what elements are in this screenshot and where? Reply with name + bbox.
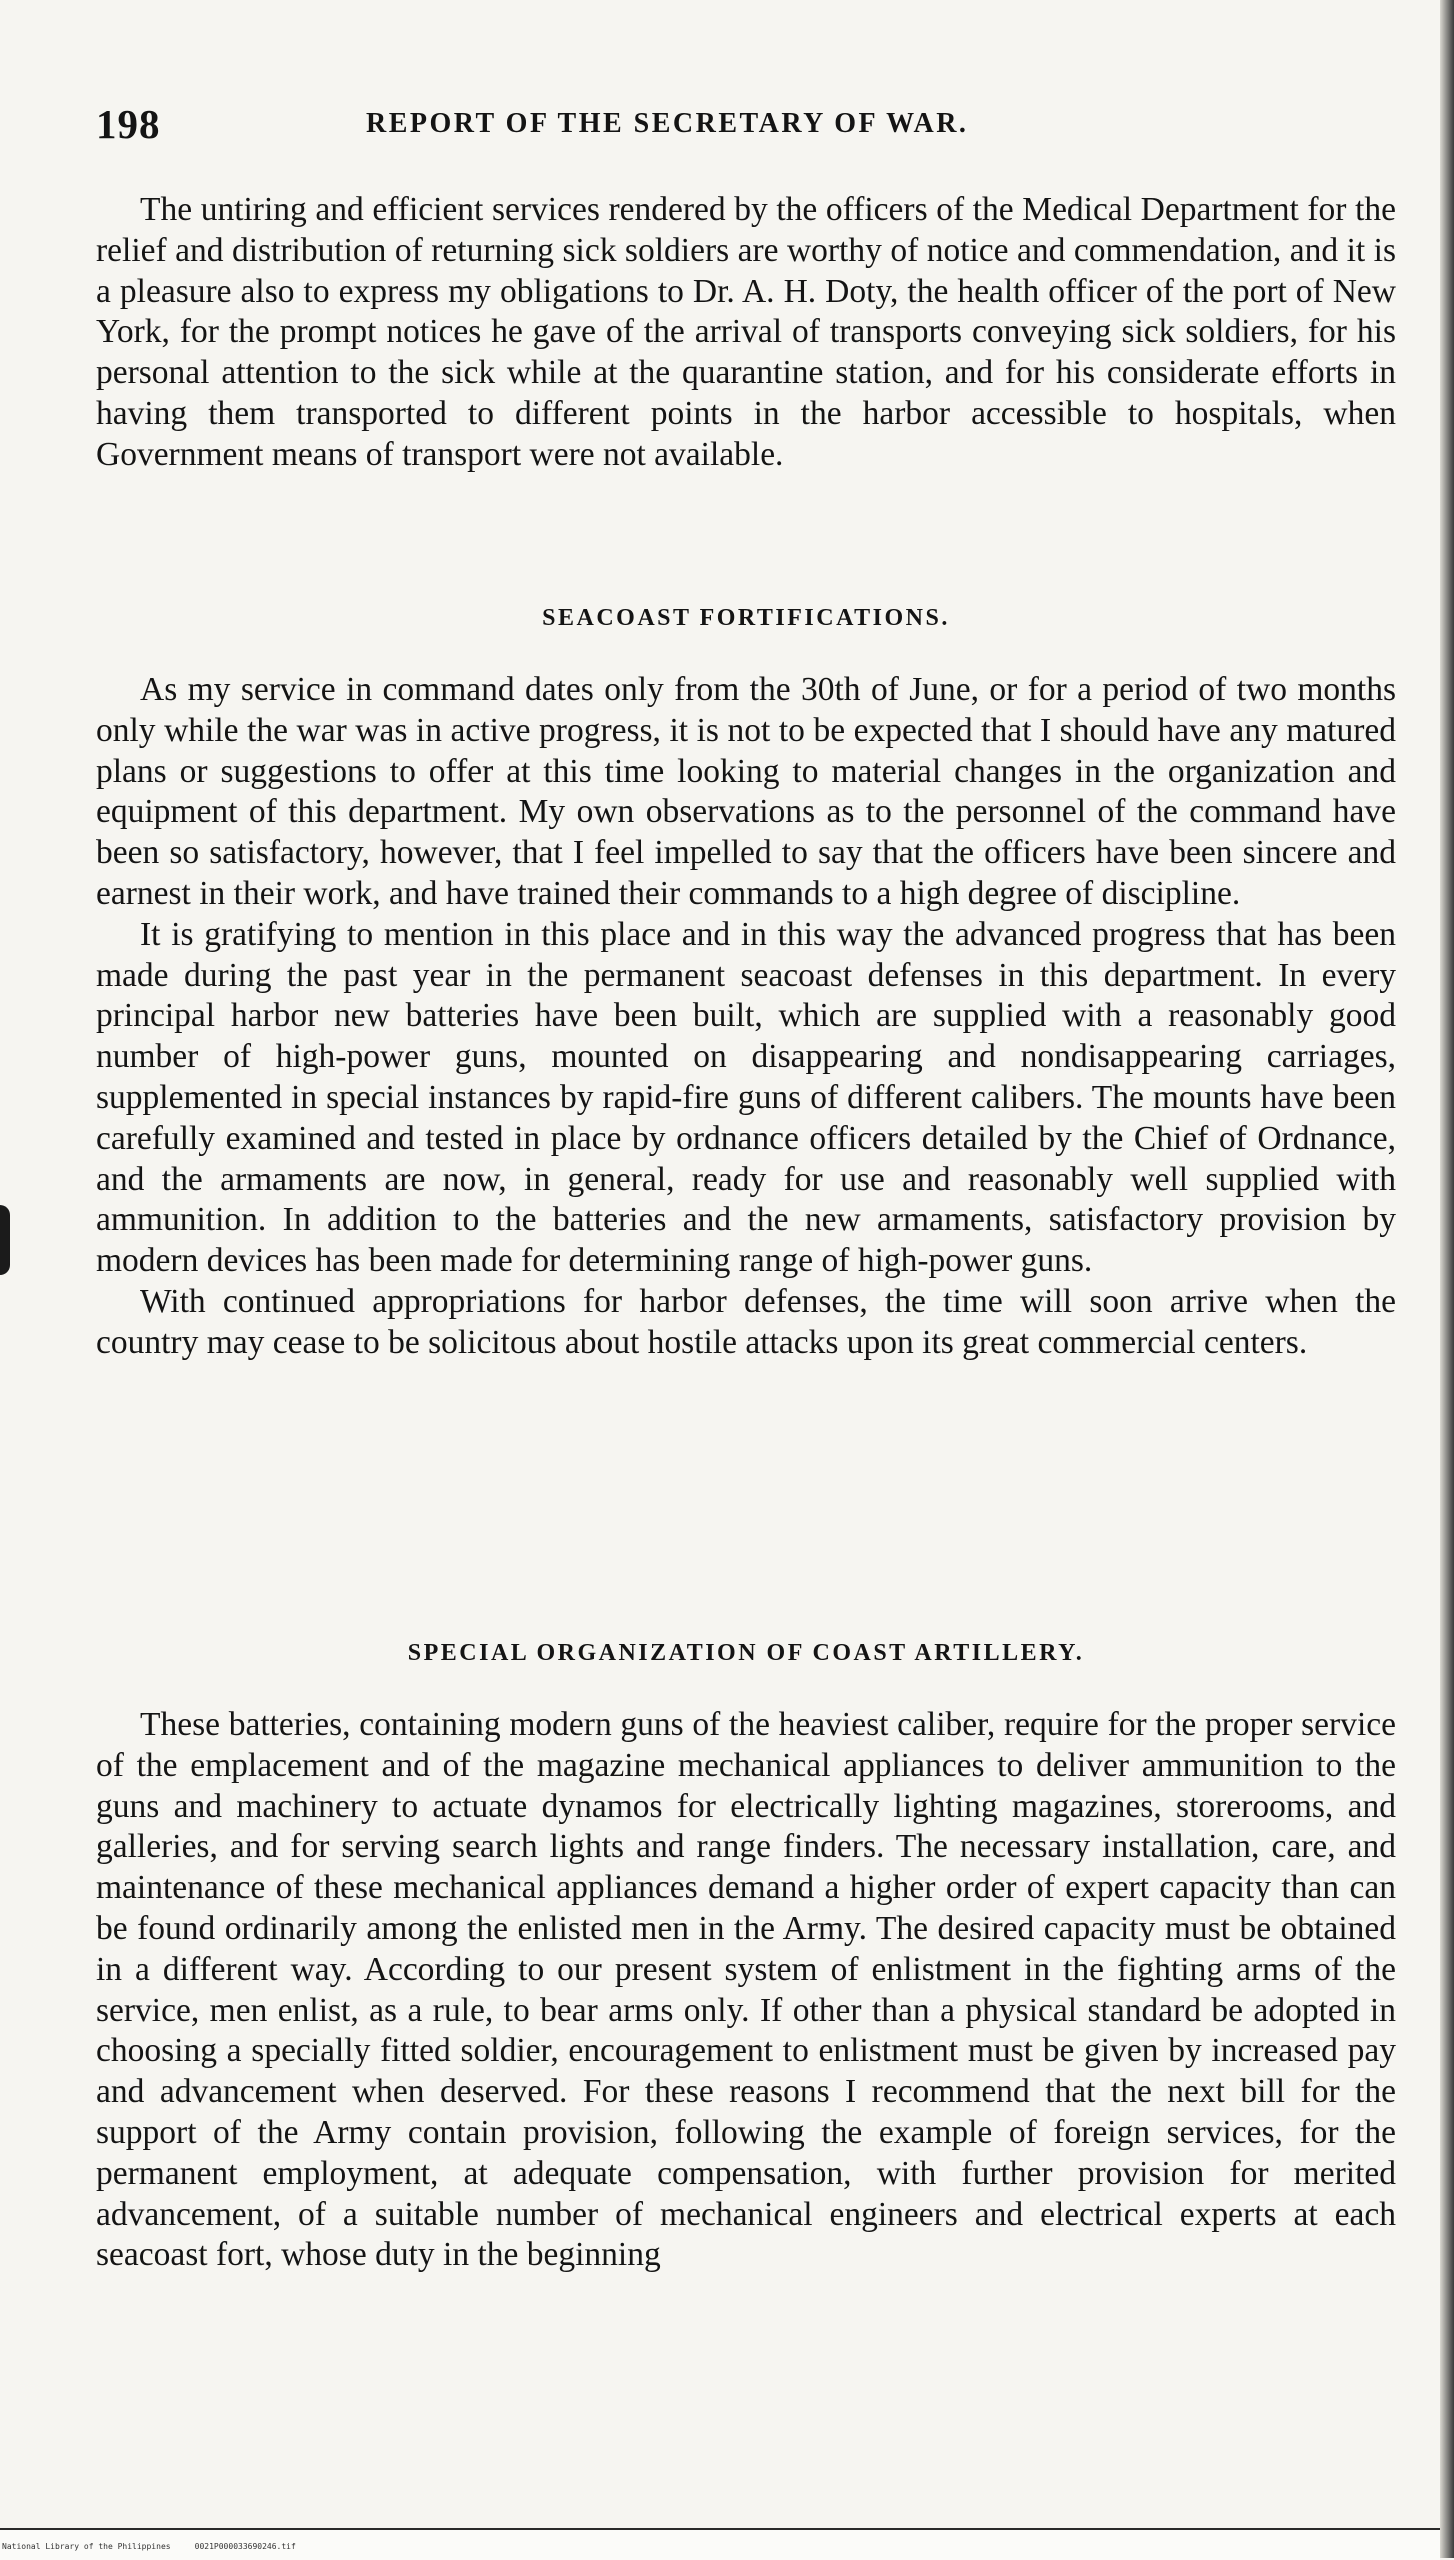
binding-mark bbox=[0, 1205, 10, 1275]
seacoast-fortifications-text-block bbox=[96, 670, 1396, 1364]
paragraph: With continued appropriations for harbor defenses, the time will soon arrive when the country may cease to be solicitous about hostile attacks upon its great commercial centers. bbox=[96, 1282, 1396, 1361]
special-organization-text-block bbox=[96, 1705, 1396, 2276]
page-header bbox=[96, 100, 1396, 160]
section-heading-seacoast-fortifications: SEACOAST FORTIFICATIONS. bbox=[542, 605, 950, 631]
paragraph: These batteries, containing modern guns of the heaviest caliber, require for the proper service of the emplacement and of the magazine mechanical appliances to deliver ammunition to the guns and machinery to actuate dynamos for electrically lighting magazines, storerooms, and galleries, and for serving search lights and range finders. The necessary installation, care, and maintenance of these mechanical appliances demand a higher order of expert capacity than can be found ordinarily among the enlisted men in the Army. The desired capacity must be obtained in a different way. According to our present system of enlistment in the fighting arms of the service, men enlist, as a rule, to bear arms only. If other than a physical standard be adopted in choosing a specially fitted soldier, encouragement to enlistment must be given by increased pay and advancement when deserved. For these reasons I recommend that the next bill for the support of the Army contain provision, following the example of foreign services, for the permanent employment, at adequate compensation, with further provision for merited advancement, of a suitable number of mechanical engineers and electrical experts at each seacoast fort, whose duty in the beginning bbox=[96, 1706, 1396, 2274]
paragraph: The untiring and efficient services rendered by the officers of the Medical Department for the relief and distribution of returning sick soldiers are worthy of notice and commendation, and it is a pleasure also to express my obligations to Dr. A. H. Doty, the health officer of the port of New York, for the prompt notices he gave of the arrival of transports conveying sick soldiers, for his personal attention to the sick while at the quarantine station, and for his considerate efforts in having them transported to different points in the harbor accessible to hospitals, when Government means of transport were not available. bbox=[96, 191, 1396, 473]
paragraph: As my service in command dates only from the 30th of June, or for a period of two months only while the war was in active progress, it is not to be expected that I should have any matured plans or suggestions to offer at this time looking to material changes in the organization and equipment of this department. My own observations as to the personnel of the command have been so satisfactory, however, that I feel impelled to say that the officers have been sincere and earnest in their work, and have trained their commands to a high degree of discipline. bbox=[96, 671, 1396, 912]
intro-text-block bbox=[96, 190, 1396, 476]
running-head: REPORT OF THE SECRETARY OF WAR. bbox=[366, 108, 969, 139]
section-heading-special-organization: SPECIAL ORGANIZATION OF COAST ARTILLERY. bbox=[407, 1640, 1085, 1666]
page-edge-shadow bbox=[1440, 0, 1454, 2558]
paragraph: It is gratifying to mention in this place and in this way the advanced progress that has been made during the past year in the permanent seacoast defenses in this department. In every principal harbor new batteries have been built, which are supplied with a reasonably good number of high-power guns, mounted on disappearing and nondisappearing carriages, supplemented in special instances by rapid-fire guns of different calibers. The mounts have been carefully examined and tested in place by ordnance officers detailed by the Chief of Ordnance, and the armaments are now, in general, ready for use and reasonably well supplied with ammunition. In addition to the batteries and the new armaments, satisfactory provision by modern devices has been made for determining range of high-power guns. bbox=[96, 915, 1396, 1280]
scan-credit: National Library of the Philippines 0021P000033690246.tif bbox=[2, 2542, 296, 2551]
page-number: 198 bbox=[96, 101, 161, 147]
